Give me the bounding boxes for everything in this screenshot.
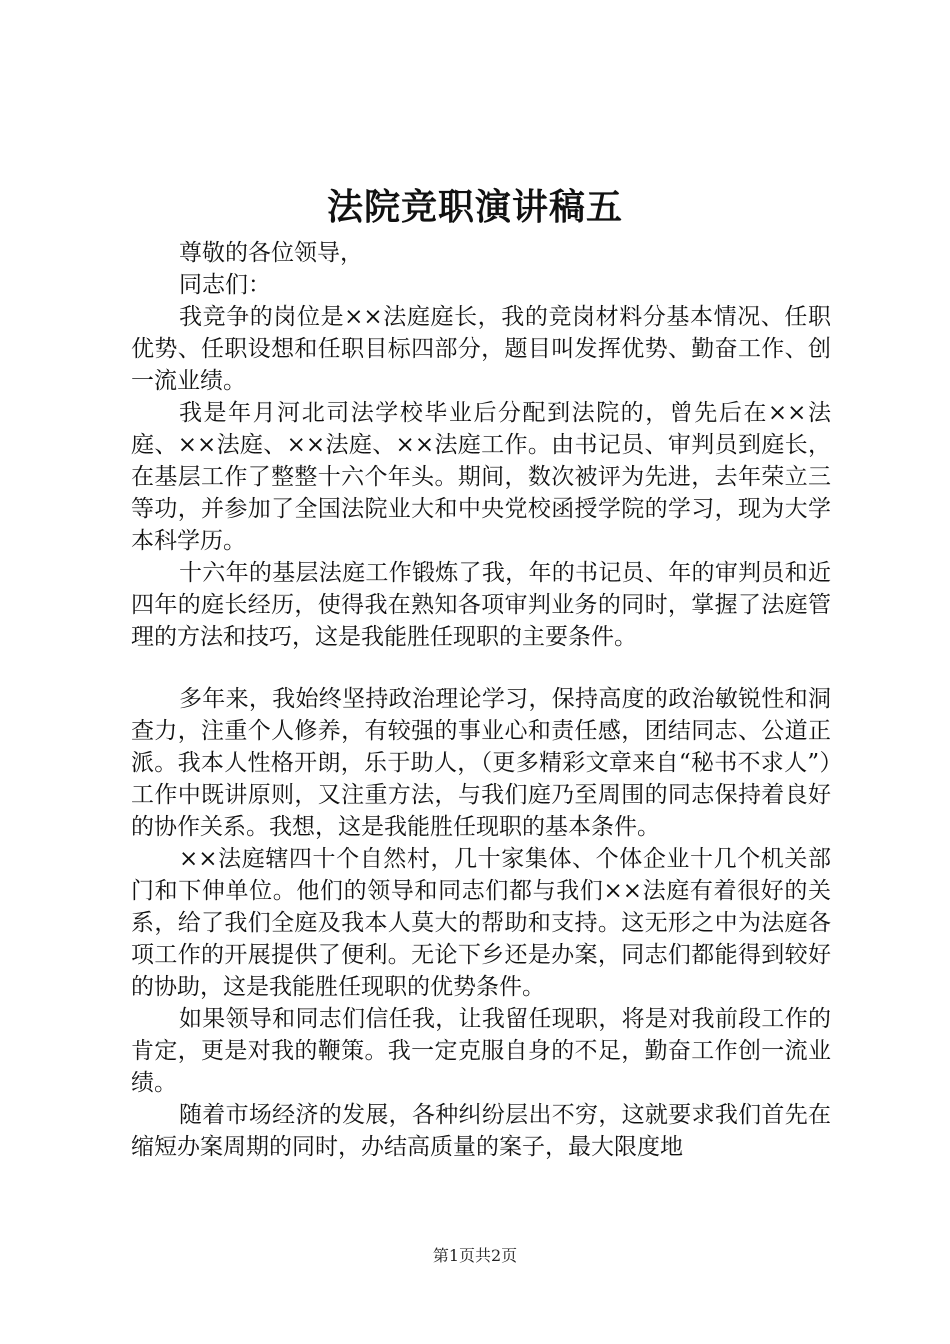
page-footer: [0, 1245, 950, 1267]
document-title: 法院竞职演讲稿五: [326, 186, 623, 228]
paragraph-salutation-colleagues: 同志们：: [179, 272, 271, 298]
paragraph-experience: 十六年的基层法庭工作锻炼了我，年的书记员、年的审判员和近四年的庭长经历，使得我在熟知各项审判业务的同时，掌握了法庭管理的方法和技巧，这是我能胜任现职的主要条件。: [131, 560, 831, 650]
paragraph-background: 我是年月河北司法学校毕业后分配到法院的，曾先后在××法庭、××法庭、××法庭、××法庭工作。由书记员、审判员到庭长，在基层工作了整整十六个年头。期间，数次被评为先进，去年荣立三等功，并参加了全国法院业大和中央党校函授学院的学习，现为大学本科学历。: [131, 400, 831, 554]
paragraph-salutation: 尊敬的各位领导，: [179, 240, 363, 266]
paragraph-outlook: 随着市场经济的发展，各种纠纷层出不穷，这就要求我们首先在缩短办案周期的同时，办结高质量的案子，最大限度地: [131, 1102, 831, 1160]
paragraph-character: 多年来，我始终坚持政治理论学习，保持高度的政治敏锐性和洞查力，注重个人修养，有较强的事业心和责任感，团结同志、公道正派。我本人性格开朗，乐于助人，（更多精彩文章来自“秘书不求人”）工作中既讲原则，又注重方法，与我们庭乃至周围的同志保持着良好的协作关系。我想，这是我能胜任现职的基本条件。: [131, 686, 831, 840]
page-number: 第1页: [432, 1246, 475, 1265]
paragraph-position: 我竞争的岗位是××法庭庭长，我的竞岗材料分基本情况、任职优势、任职设想和任职目标四部分，题目叫发挥优势、勤奋工作、创一流业绩。: [131, 304, 831, 394]
page-total: 共2页: [475, 1246, 518, 1265]
document-body: [131, 237, 831, 1163]
paragraph-relations: ××法庭辖四十个自然村，几十家集体、个体企业十几个机关部门和下伸单位。他们的领导和同志们都与我们××法庭有着很好的关系，给了我们全庭及我本人莫大的帮助和支持。这无形之中为法庭各项工作的开展提供了便利。无论下乡还是办案，同志们都能得到较好的协助，这是我能胜任现职的优势条件。: [131, 846, 831, 1000]
paragraph-commitment: 如果领导和同志们信任我，让我留任现职，将是对我前段工作的肯定，更是对我的鞭策。我一定克服自身的不足，勤奋工作创一流业绩。: [131, 1006, 831, 1096]
